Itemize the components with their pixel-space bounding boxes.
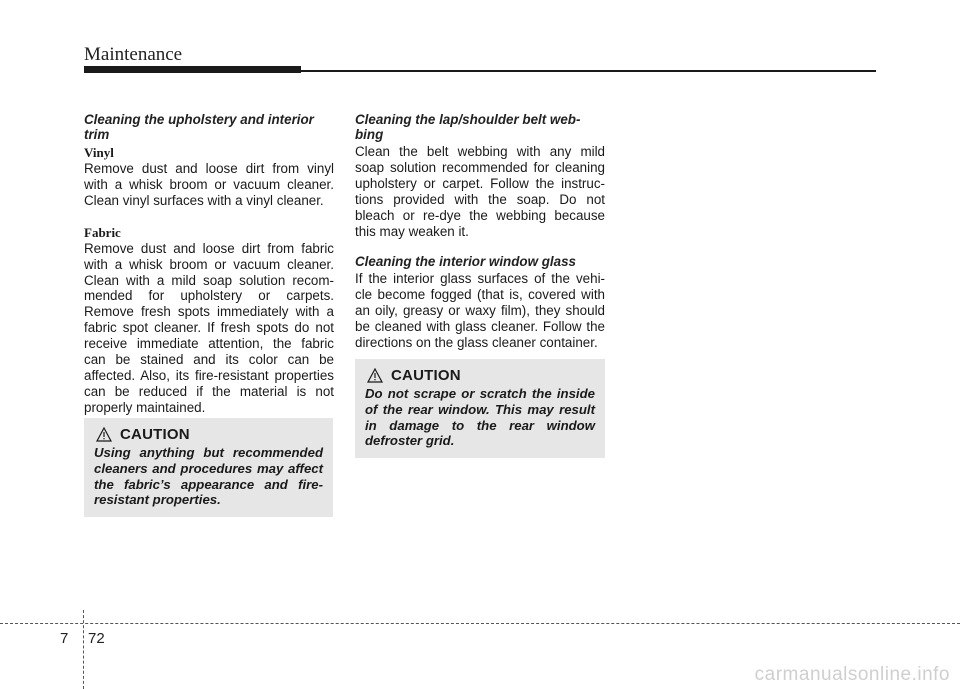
upholstery-heading-line2: trim	[84, 127, 110, 142]
caution-box-window	[355, 359, 605, 458]
left-column	[84, 112, 334, 431]
upholstery-heading	[84, 112, 334, 142]
caution-box-fabric	[84, 418, 333, 517]
warning-triangle-icon	[367, 368, 383, 383]
header-rule-thin	[301, 70, 876, 72]
footer-dashed-divider	[83, 610, 84, 689]
warning-triangle-icon	[96, 427, 112, 442]
caution-title: CAUTION	[391, 367, 461, 384]
chapter-number: 7	[60, 630, 69, 647]
glass-text: If the interior glass surfaces of the vehi-cle become fogged (that is, covered with an oily, greasy or waxy film), they should be cleaned with glass cleaner. Follow the directions on the glass cleaner container.	[355, 271, 605, 351]
footer-dashed-rule	[0, 623, 960, 624]
watermark: carmanualsonline.info	[754, 664, 950, 685]
caution-header	[367, 367, 595, 384]
fabric-text: Remove dust and loose dirt from fabric with a whisk broom or vacuum cleaner. Clean with a mild soap solution recom-mended for upholstery or carpets. Remove fresh spots immediately with a fabric spot cleaner. If fresh spots do not receive immediate attention, the fabric can be stained and its color can be affected. Also, its fire-resistant properties can be reduced if the material is not properly maintained.	[84, 240, 334, 415]
caution-text: Using anything but recommended cleaners and procedures may affect the fabric’s appearance and fire-resistant properties.	[94, 445, 323, 508]
caution-header	[96, 426, 323, 443]
header-rule-thick	[84, 66, 301, 73]
page-number: 72	[88, 630, 105, 647]
caution-text: Do not scrape or scratch the inside of the rear window. This may result in damage to the rear window defroster grid.	[365, 386, 595, 449]
belt-heading	[355, 112, 605, 142]
belt-heading-line1: Cleaning the lap/shoulder belt web-	[355, 112, 581, 127]
fabric-subhead: Fabric	[84, 224, 121, 240]
belt-text: Clean the belt webbing with any mild soap solution recommended for cleaning upholstery or carpet. Follow the instruc-tions provided with the soap. Do not bleach or re-dye the webbing because this may weaken it.	[355, 144, 605, 239]
glass-heading: Cleaning the interior window glass	[355, 254, 576, 270]
middle-column	[355, 112, 605, 366]
page-header-title: Maintenance	[84, 44, 183, 65]
vinyl-subhead: Vinyl	[84, 145, 114, 160]
caution-title: CAUTION	[120, 426, 190, 443]
belt-heading-line2: bing	[355, 127, 384, 142]
vinyl-text: Remove dust and loose dirt from vinyl with a whisk broom or vacuum cleaner. Clean vinyl surfaces with a vinyl cleaner.	[84, 161, 334, 208]
upholstery-heading-line1: Cleaning the upholstery and interior	[84, 112, 314, 127]
